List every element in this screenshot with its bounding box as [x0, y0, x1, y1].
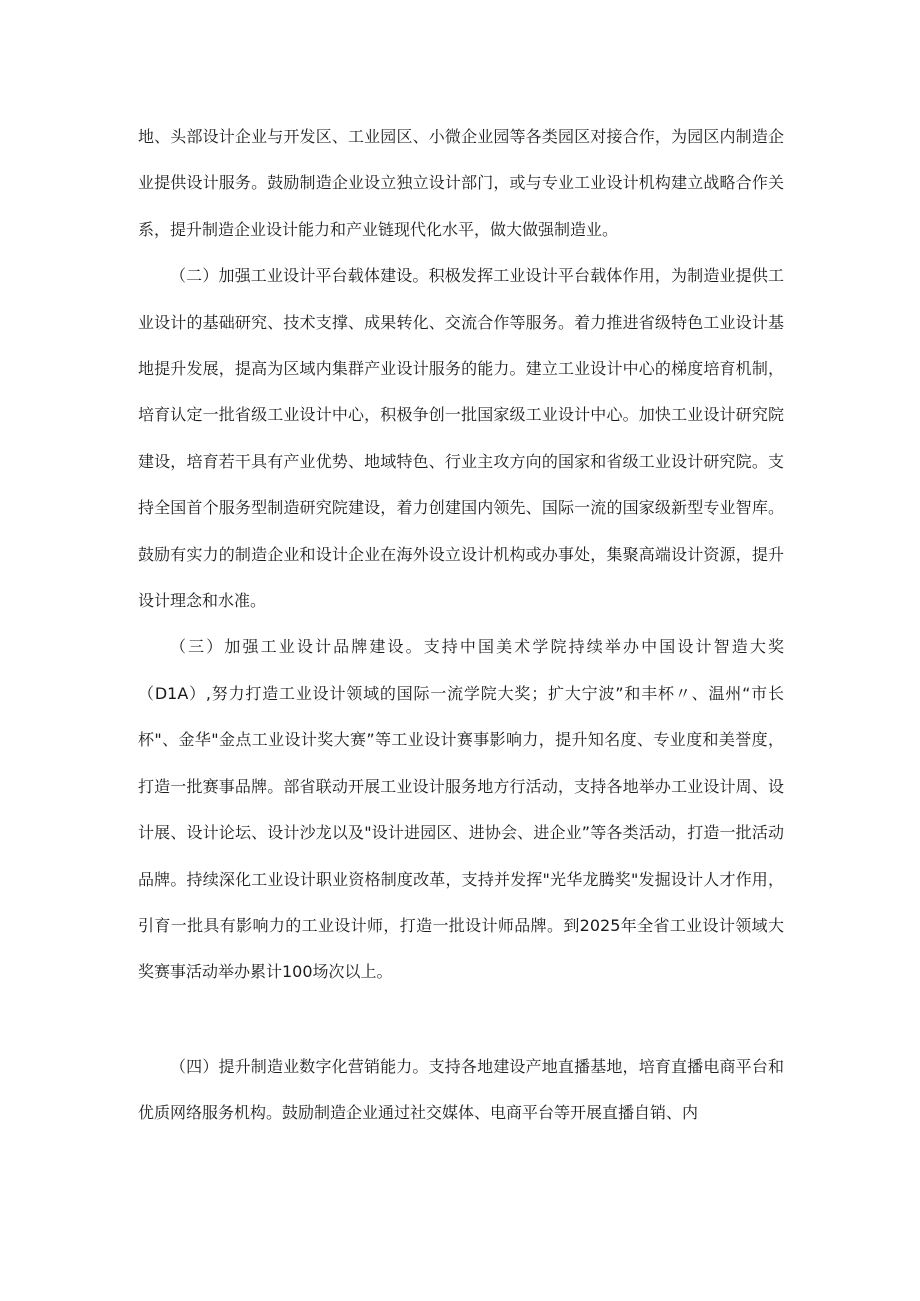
body-text	[138, 114, 784, 996]
paragraph-platform-construction: （二）加强工业设计平台载体建设。积极发挥工业设计平台载体作用，为制造业提供工业设计的基础研究、技术支撑、成果转化、交流合作等服务。着力推进省级特色工业设计基地提升发展，提高为区域内集群产业设计服务的能力。建立工业设计中心的梯度培育机制，培育认定一批省级工业设计中心，积极争创一批国家级工业设计中心。加快工业设计研究院建设，培育若干具有产业优势、地域特色、行业主攻方向的国家和省级工业设计研究院。支持全国首个服务型制造研究院建设，着力创建国内领先、国际一流的国家级新型专业智库。鼓励有实力的制造企业和设计企业在海外设立设计机构或办事处，集聚高端设计资源，提升设计理念和水准。	[138, 266, 784, 611]
paragraph-continuation: 地、头部设计企业与开发区、工业园区、小微企业园等各类园区对接合作，为园区内制造企业提供设计服务。鼓励制造企业设立独立设计部门，或与专业工业设计机构建立战略合作关系，提升制造企业设计能力和产业链现代化水平，做大做强制造业。	[138, 127, 784, 239]
body-text-continued	[138, 1044, 784, 1137]
paragraph-brand-construction: （三）加强工业设计品牌建设。支持中国美术学院持续举办中国设计智造大奖（D1A）,努力打造工业设计领域的国际一流学院大奖；扩大宁波”和丰杯〃、温州“市长杯"、金华"金点工业设计奖大赛”等工业设计赛事影响力，提升知名度、专业度和美誉度，打造一批赛事品牌。部省联动开展工业设计服务地方行活动，支持各地举办工业设计周、设计展、设计论坛、设计沙龙以及"设计进园区、进协会、进企业”等各类活动，打造一批活动品牌。持续深化工业设计职业资格制度改革，支持并发挥"光华龙腾奖"发掘设计人才作用，引育一批具有影响力的工业设计师，打造一批设计师品牌。到2025年全省工业设计领域大奖赛事活动举办累计100场次以上。	[138, 637, 784, 982]
paragraph-digital-marketing: （四）提升制造业数字化营销能力。支持各地建设产地直播基地，培育直播电商平台和优质网络服务机构。鼓励制造企业通过社交媒体、电商平台等开展直播自销、内	[138, 1057, 784, 1123]
